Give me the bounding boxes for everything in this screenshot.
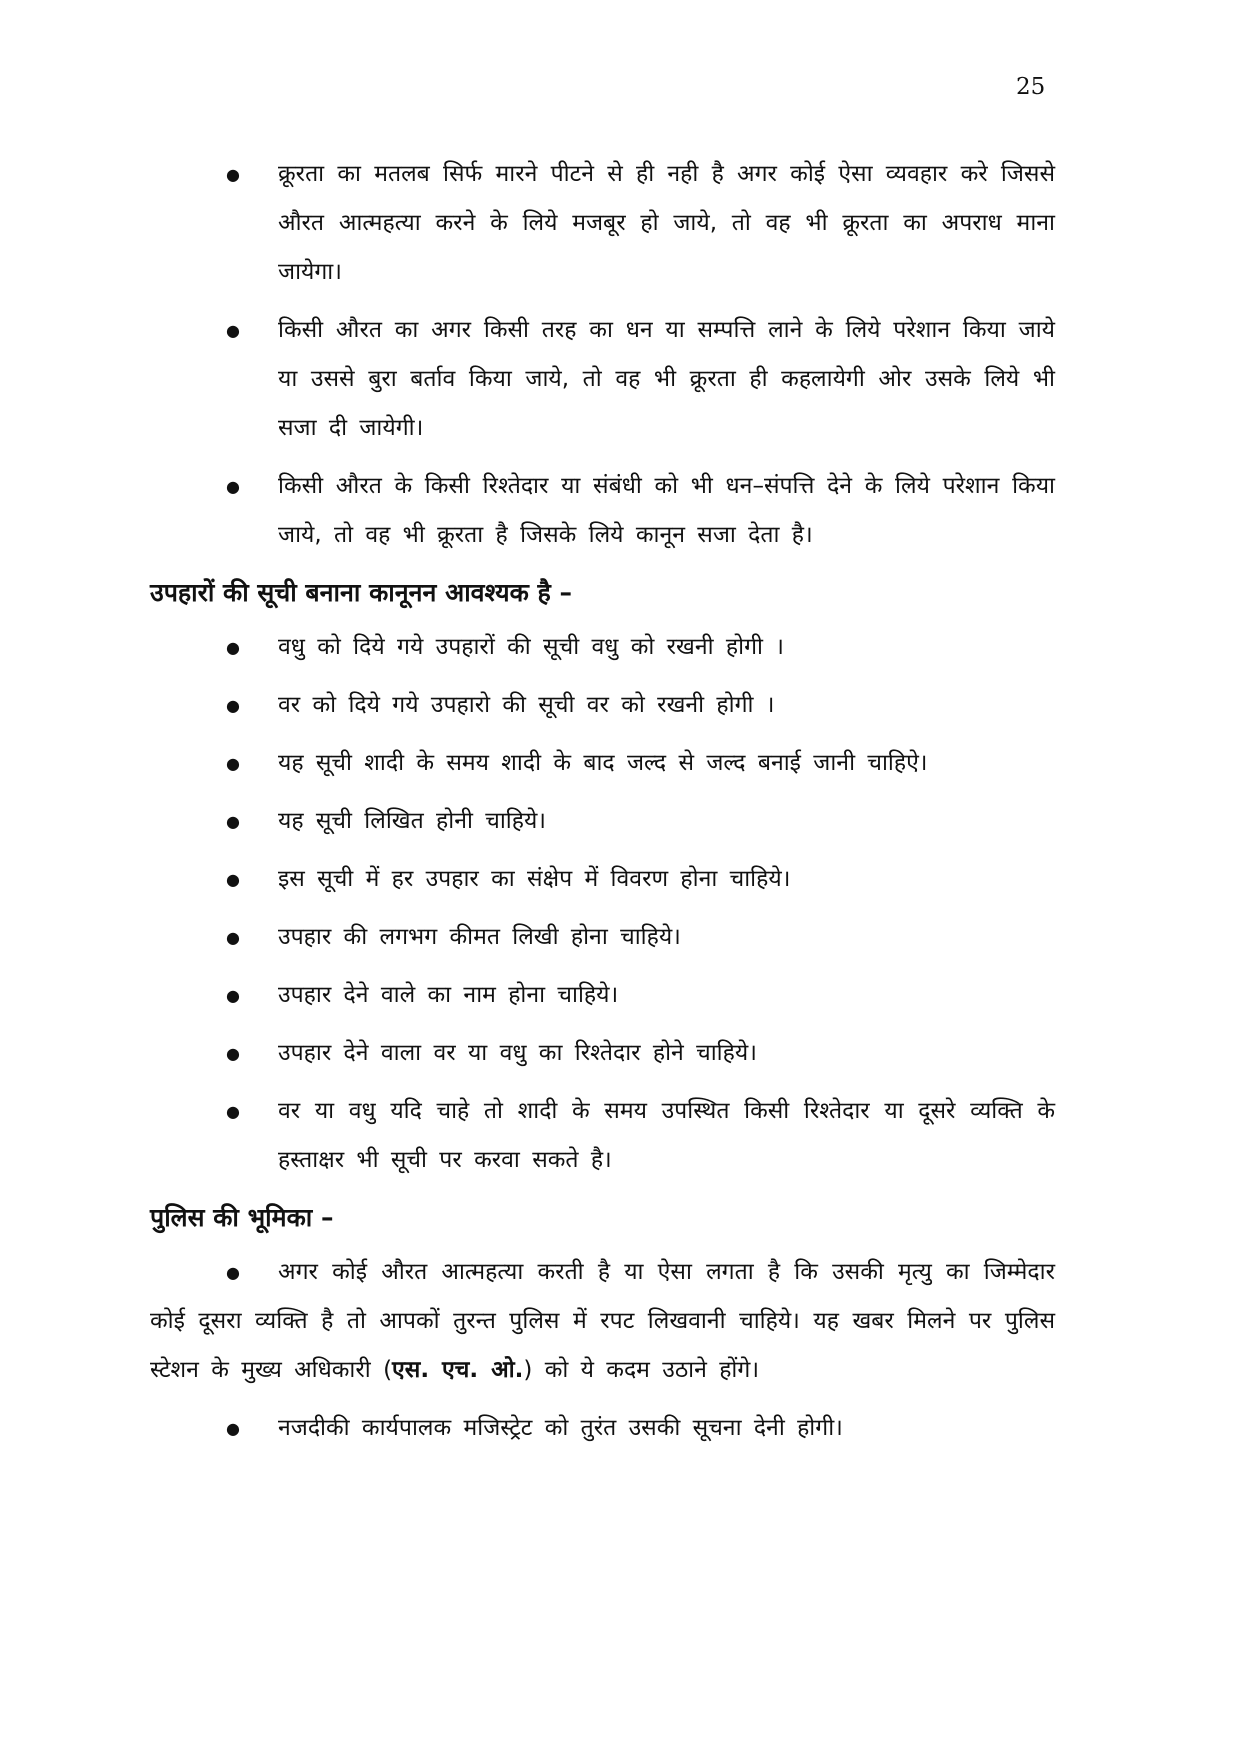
police-paragraph <box>150 1248 1055 1395</box>
list-item: ● क्रूरता का मतलब सिर्फ मारने पीटने से ही नही है अगर कोई ऐसा व्यवहार करे जिससे औरत आत्महत्या करने के लिये मजबूर हो जाये, तो वह भी क्रूरता का अपराध माना जायेगा। <box>150 150 1055 297</box>
list-item: ● उपहार देने वाले का नाम होना चाहिये। <box>150 971 1055 1020</box>
list-item: ● इस सूची में हर उपहार का संक्षेप में विवरण होना चाहिये। <box>150 855 1055 904</box>
sho-abbreviation: एस. एच. ओ. <box>392 1357 524 1383</box>
gifts-section-heading: उपहारों की सूची बनाना कानूनन आवश्यक है – <box>150 578 573 607</box>
list-item: ● किसी औरत का अगर किसी तरह का धन या सम्पत्ति लाने के लिये परेशान किया जाये या उससे बुरा बर्ताव किया जाये, तो वह भी क्रूरता ही कहलायेगी ओर उसके लिये भी सजा दी जायेगी। <box>150 306 1055 453</box>
list-item: ● उपहार की लगभग कीमत लिखी होना चाहिये। <box>150 913 1055 962</box>
list-item: ● यह सूची शादी के समय शादी के बाद जल्द से जल्द बनाई जानी चाहिऐ। <box>150 739 1055 788</box>
police-paragraph-text: अगर कोई औरत आत्महत्या करती है या ऐसा लगता है कि उसकी मृत्यु का जिम्मेदार कोई दूसरा व्यक्ति है तो आपकों तुरन्त पुलिस में रपट लिखवानी चाहिये। यह खबर मिलने पर पुलिस स्टेशन के मुख्य अधिकारी <box>150 1259 1055 1383</box>
police-paragraph-tail: ) को ये कदम उठाने होंगे। <box>523 1357 760 1383</box>
list-item: ● वर या वधु यदि चाहे तो शादी के समय उपस्थित किसी रिश्तेदार या दूसरे व्यक्ति के हस्ताक्षर भी सूची पर करवा सकते है। <box>150 1087 1055 1185</box>
list-item: ● यह सूची लिखित होनी चाहिये। <box>150 797 1055 846</box>
document-body <box>150 150 1055 1462</box>
list-item: ● किसी औरत के किसी रिश्तेदार या संबंधी को भी धन–संपत्ति देने के लिये परेशान किया जाये, तो वह भी क्रूरता है जिसके लिये कानून सजा देता है। <box>150 462 1055 560</box>
list-item: ● उपहार देने वाला वर या वधु का रिश्तेदार होने चाहिये। <box>150 1029 1055 1078</box>
list-item: ● नजदीकी कार्यपालक मजिस्ट्रेट को तुरंत उसकी सूचना देनी होगी। <box>150 1404 1055 1453</box>
police-paragraph-open: ( <box>383 1357 393 1383</box>
gifts-bullet-list <box>150 623 1055 1185</box>
intro-bullet-list <box>150 150 1055 560</box>
page-number: 25 <box>1016 74 1046 100</box>
police-section-heading: पुलिस की भूमिका – <box>150 1203 334 1232</box>
police-bullet-list <box>150 1404 1055 1453</box>
list-item: ● वर को दिये गये उपहारो की सूची वर को रखनी होगी । <box>150 681 1055 730</box>
list-item: ● वधु को दिये गये उपहारों की सूची वधु को रखनी होगी । <box>150 623 1055 672</box>
